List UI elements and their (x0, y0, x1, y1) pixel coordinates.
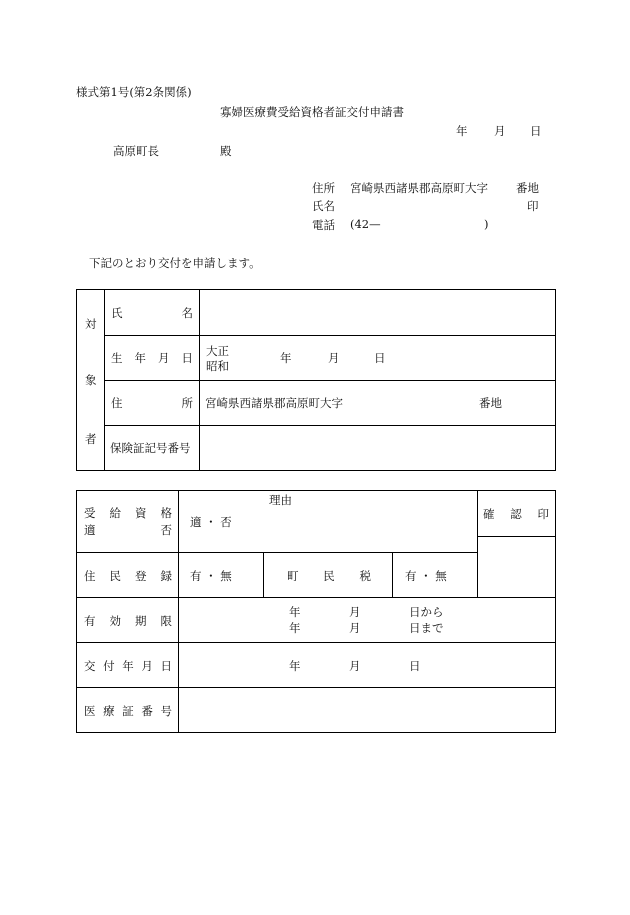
residence-registration-label: 住 民 登 録 (84, 569, 172, 583)
office-table (76, 490, 556, 733)
application-statement: 下記のとおり交付を申請します。 (89, 256, 261, 270)
era-showa: 昭和 (206, 359, 229, 373)
validity-period-label: 有 効 期 限 (84, 614, 172, 628)
confirm-seal-box[interactable] (479, 538, 555, 642)
applicant-phone-close: ) (484, 217, 489, 231)
applicant-phone-label: 電話 (312, 218, 335, 232)
subject-table (76, 289, 556, 471)
eligibility-options: 適 ・ 否 (190, 515, 232, 529)
era-taisho: 大正 (206, 344, 229, 358)
subject-side-char-1: 対 (85, 317, 97, 331)
subject-name-field[interactable] (201, 292, 553, 334)
issue-day-label: 日 (409, 659, 421, 673)
medical-card-number-label: 医 療 証 番 号 (84, 704, 172, 718)
form-title: 寡婦医療費受給資格者証交付申請書 (220, 105, 404, 119)
validity-to-month: 月 (349, 621, 361, 635)
date-year-label: 年 (456, 124, 468, 138)
applicant-address-value: 宮崎県西諸県郡高原町大字 (350, 181, 488, 195)
date-day-label: 日 (530, 124, 542, 138)
issue-date-label: 交 付 年 月 日 (84, 659, 172, 673)
addressee-honorific: 殿 (220, 144, 232, 158)
dob-day-label: 日 (374, 351, 386, 365)
date-month-label: 月 (494, 124, 506, 138)
insurance-number-label: 保険証記号番号 (110, 441, 191, 455)
validity-from-year: 年 (289, 605, 301, 619)
validity-from-suffix: 日から (409, 605, 444, 619)
validity-to-year: 年 (289, 621, 301, 635)
dob-month-label: 月 (328, 351, 340, 365)
subject-name-label: 氏 名 (111, 306, 193, 320)
validity-to-suffix: 日まで (409, 621, 444, 635)
confirm-seal-label: 確 認 印 (483, 507, 549, 521)
applicant-address-label: 住所 (312, 181, 335, 195)
addressee: 高原町長 (113, 144, 159, 158)
validity-from-month: 月 (349, 605, 361, 619)
subject-side-char-3: 者 (85, 432, 97, 446)
insurance-number-field[interactable] (201, 427, 553, 469)
issue-year-label: 年 (289, 659, 301, 673)
seal-mark: 印 (527, 199, 539, 213)
subject-address-suffix: 番地 (479, 396, 502, 410)
subject-dob-label: 生 年 月 日 (111, 351, 193, 365)
town-tax-label: 町 民 税 (287, 569, 371, 583)
subject-side-char-2: 象 (85, 373, 97, 387)
reason-label: 理由 (269, 493, 292, 507)
eligibility-label-line1: 受 給 資 格 (84, 506, 172, 520)
applicant-address-suffix: 番地 (516, 181, 539, 195)
medical-card-number-field[interactable] (180, 689, 554, 731)
residence-yes-no: 有 ・ 無 (190, 569, 232, 583)
town-tax-yes-no: 有 ・ 無 (405, 569, 447, 583)
subject-address-value: 宮崎県西諸県郡高原町大字 (205, 396, 343, 410)
applicant-phone-prefix: (42— (350, 217, 381, 231)
applicant-name-label: 氏名 (312, 199, 335, 213)
form-number: 様式第1号(第2条関係) (76, 85, 192, 99)
issue-month-label: 月 (349, 659, 361, 673)
eligibility-label-line2: 適 否 (84, 523, 172, 537)
dob-year-label: 年 (280, 351, 292, 365)
subject-address-label: 住 所 (111, 396, 193, 410)
